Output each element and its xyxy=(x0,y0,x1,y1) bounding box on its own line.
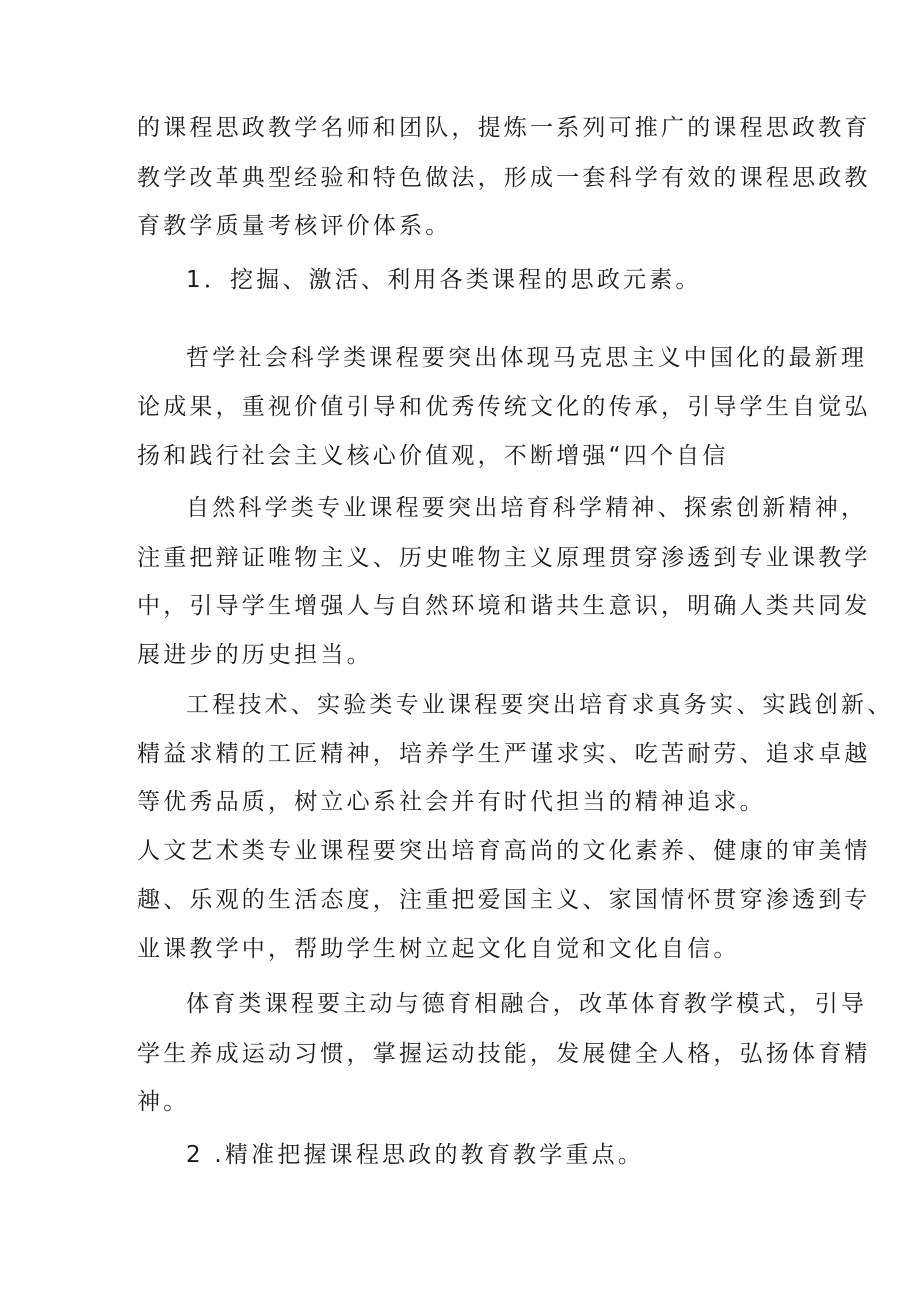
text-line: 工程技术、实验类专业课程要突出培育求真务实、实践创新、 xyxy=(186,692,894,718)
text-line: 哲学社会科学类课程要突出体现马克思主义中国化的最新理 xyxy=(186,345,868,371)
text-line: 论成果，重视价值引导和优秀传统文化的传承，引导学生自觉弘 xyxy=(137,394,871,420)
text-line: 神。 xyxy=(137,1089,190,1115)
text-line: 精益求精的工匠精神，培养学生严谨求实、吃苦耐劳、追求卓越 xyxy=(137,741,871,767)
text-line: 注重把辩证唯物主义、历史唯物主义原理贯穿渗透到专业课教学 xyxy=(137,545,871,571)
section-heading: 1．挖掘、激活、利用各类课程的思政元素。 xyxy=(186,267,702,293)
text-line: 的课程思政教学名师和团队，提炼一系列可推广的课程思政教育 xyxy=(137,115,871,141)
text-line: 展进步的历史担当。 xyxy=(137,642,373,668)
text-line: 学生养成运动习惯，掌握运动技能，发展健全人格，弘扬体育精 xyxy=(137,1041,871,1067)
text-line: 育教学质量考核评价体系。 xyxy=(137,213,452,239)
text-line: 体育类课程要主动与德育相融合，改革体育教学模式，引导 xyxy=(186,991,868,1017)
text-line: 中，引导学生增强人与自然环境和谐共生意识，明确人类共同发 xyxy=(137,593,871,619)
text-line: 人文艺术类专业课程要突出培育高尚的文化素养、健康的审美情 xyxy=(137,838,871,864)
text-line: 等优秀品质，树立心系社会并有时代担当的精神追求。 xyxy=(137,789,766,815)
text-line: 趣、乐观的生活态度，注重把爱国主义、家国情怀贯穿渗透到专 xyxy=(137,887,871,913)
text-line: 教学改革典型经验和特色做法，形成一套科学有效的课程思政教 xyxy=(137,165,871,191)
text-line: 自然科学类专业课程要突出培育科学精神、探索创新精神， xyxy=(186,495,868,521)
text-line: 业课教学中，帮助学生树立起文化自觉和文化自信。 xyxy=(137,936,740,962)
text-line: 扬和践行社会主义核心价值观，不断增强“四个自信 xyxy=(137,443,729,469)
section-heading: 2 .精准把握课程思政的教育教学重点。 xyxy=(186,1142,645,1168)
